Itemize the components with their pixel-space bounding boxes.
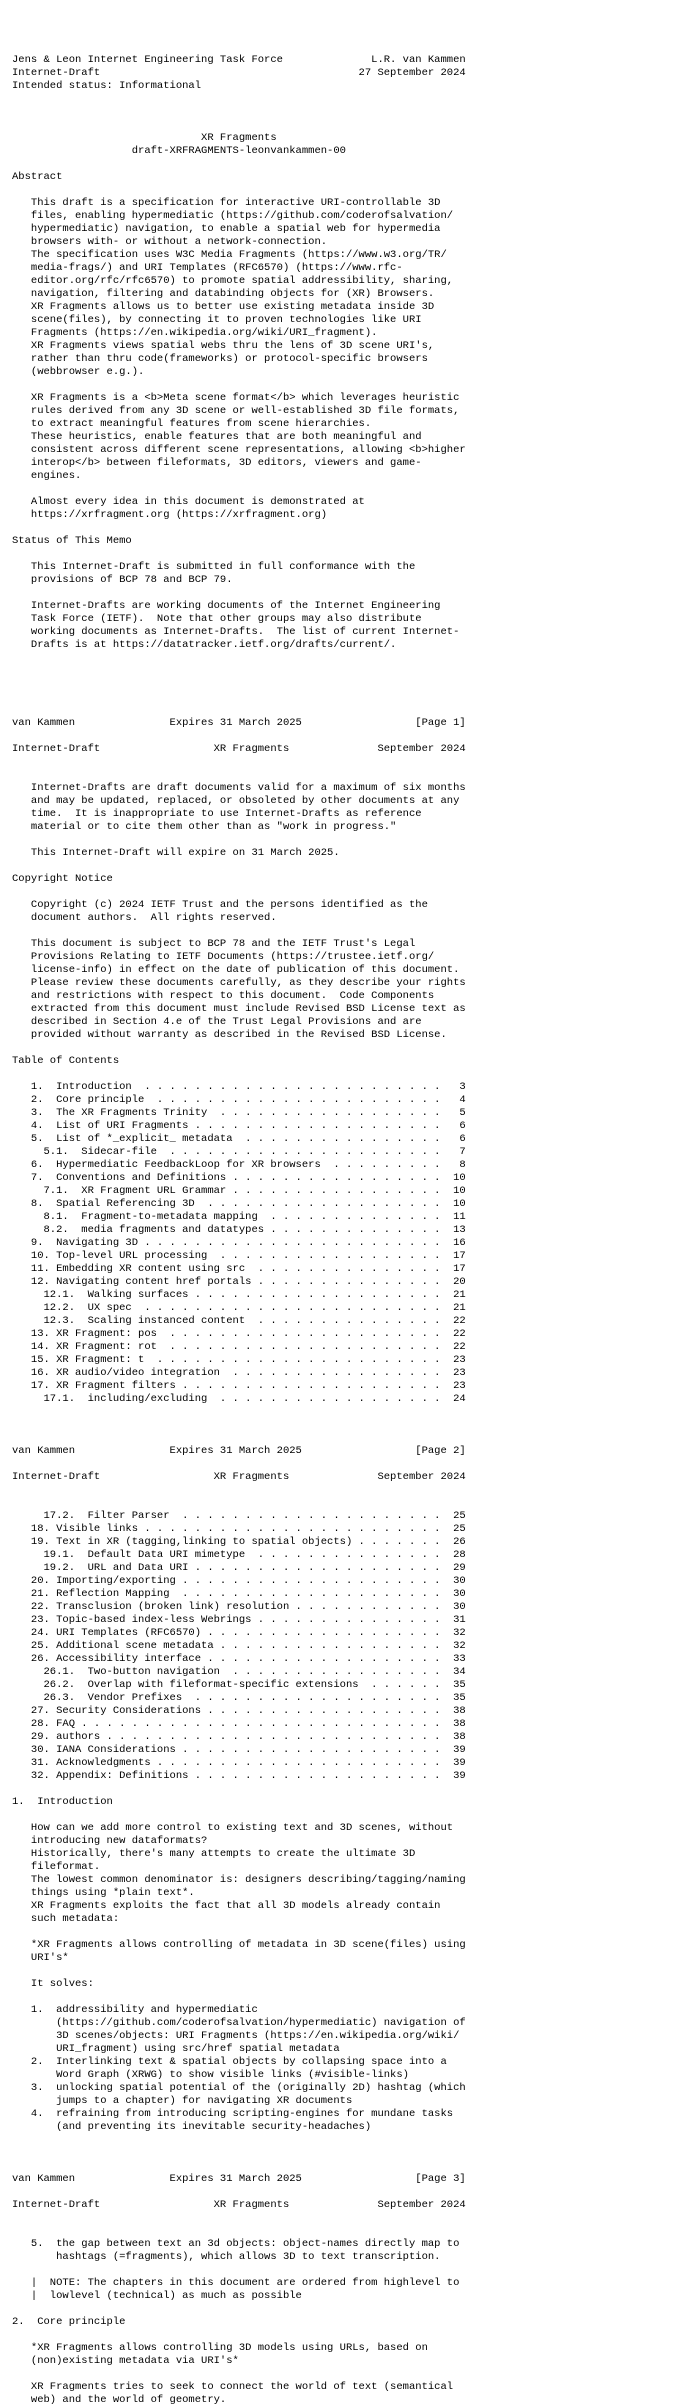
table-of-contents-heading [12,1055,700,1081]
text-line [12,691,700,704]
text-line [12,1068,700,1081]
copyright-notice-body [12,886,700,1055]
text-line [12,665,700,678]
text-line: 3. unlocking spatial potential of the (originally 2D) hashtag (which [12,2082,466,2094]
masthead [12,54,700,132]
text-line: These heuristics, enable features that are both meaningful and [12,431,422,443]
text-line: Task Force (IETF). Note that other groups may also distribute [12,613,422,625]
text-line: navigation, filtering and databinding objects for (XR) Browsers. [12,288,435,300]
text-line: editor.org/rfc/rfc6570) to promote spatial addressibility, sharing, [12,275,454,287]
text-line [12,2147,700,2160]
text-line: web) and the world of geometry. [12,2394,227,2406]
text-line: license-info) in effect on the date of publication of this document. [12,964,460,976]
text-line: rules derived from any 3D scene or well-established 3D file formats, [12,405,460,417]
text-line: 15. XR Fragment: t . . . . . . . . . . . . . . . . . . . . . . . 23 [12,1354,466,1366]
text-line: engines. [12,470,82,482]
text-line: draft-XRFRAGMENTS-leonvankammen-00 [12,145,346,157]
text-line: 12.3. Scaling instanced content . . . . . . . . . . . . . . . 22 [12,1315,466,1327]
text-line: It solves: [12,1978,94,1990]
page-2 [12,730,700,1458]
text-line: introducing new dataformats? [12,1835,208,1847]
text-line: (non)existing metadata via URI's* [12,2355,239,2367]
text-line [12,587,700,600]
text-line: 16. XR audio/video integration . . . . . . . . . . . . . . . . . 23 [12,1367,466,1379]
text-line: XR Fragments tries to seek to connect the world of text (semantical [12,2381,454,2393]
text-line: 1. addressibility and hypermediatic [12,2004,258,2016]
status-of-memo-heading: Status of This Memo [12,535,132,547]
text-line: The specification uses W3C Media Fragments (https://www.w3.org/TR/ [12,249,447,261]
text-line: 14. XR Fragment: rot . . . . . . . . . . . . . . . . . . . . . . 22 [12,1341,466,1353]
text-line: Internet-Draft XR Fragments September 2024 [12,1471,466,1483]
text-line: 26.2. Overlap with fileformat-specific extensions . . . . . . 35 [12,1679,466,1691]
text-line [12,769,700,782]
text-line: Internet-Drafts are draft documents valid for a maximum of six months [12,782,466,794]
text-line: 28. FAQ . . . . . . . . . . . . . . . . . . . . . . . . . . . . . 38 [12,1718,466,1730]
text-line: 32. Appendix: Definitions . . . . . . . . . . . . . . . . . . . . 39 [12,1770,466,1782]
text-line: material or to cite them other than as "work in progress." [12,821,397,833]
text-line: hypermediatic) navigation, to enable a spatial web for hypermedia [12,223,441,235]
text-line: 26. Accessibility interface . . . . . . . . . . . . . . . . . . . 33 [12,1653,466,1665]
text-line: 19. Text in XR (tagging,linking to spatial objects) . . . . . . . 26 [12,1536,466,1548]
text-line: | lowlevel (technical) as much as possible [12,2290,302,2302]
table-of-contents-entries-part-2 [12,1510,700,1783]
text-line: 20. Importing/exporting . . . . . . . . . . . . . . . . . . . . . 30 [12,1575,466,1587]
text-line [12,2134,700,2147]
text-line: 1. Introduction . . . . . . . . . . . . . . . . . . . . . . . . 3 [12,1081,466,1093]
document-title-block [12,132,700,171]
text-line: XR Fragments exploits the fact that all 3D models already contain [12,1900,441,1912]
text-line [12,2225,700,2238]
text-line: (and preventing its inevitable security-headaches) [12,2121,372,2133]
text-line: provisions of BCP 78 and BCP 79. [12,574,233,586]
text-line: 24. URI Templates (RFC6570) . . . . . . . . . . . . . . . . . . . 32 [12,1627,466,1639]
text-line: Please review these documents carefully, as they describe your rights [12,977,466,989]
text-line: 23. Topic-based index-less Webrings . . . . . . . . . . . . . . . 31 [12,1614,466,1626]
text-line: URI's* [12,1952,69,1964]
text-line: described in Section 4.e of the Trust Legal Provisions and are [12,1016,422,1028]
text-line [12,2303,700,2316]
text-line: 12. Navigating content href portals . . . . . . . . . . . . . . . 20 [12,1276,466,1288]
page-2-running-header [12,730,700,782]
text-line [12,652,700,665]
text-line [12,756,700,769]
text-line [12,1926,700,1939]
text-line: https://xrfragment.org (https://xrfragment.org) [12,509,328,521]
text-line: Intended status: Informational [12,80,202,92]
text-line [12,704,700,717]
text-line [12,1432,700,1445]
page-4 [12,2186,700,2407]
text-line: URI_fragment) using src/href spatial metadata [12,2043,340,2055]
text-line [12,1458,700,1471]
text-line [12,2264,700,2277]
text-line: van Kammen Expires 31 March 2025 [Page 3] [12,2173,466,2185]
text-line [12,2160,700,2173]
text-line: scene(files), by connecting it to proven technologies like URI [12,314,422,326]
text-line: 19.2. URL and Data URI . . . . . . . . . . . . . . . . . . . . 29 [12,1562,466,1574]
text-line: provided without warranty as described in the Revised BSD License. [12,1029,447,1041]
copyright-notice-heading: Copyright Notice [12,873,113,885]
text-line [12,119,700,132]
text-line: (https://github.com/coderofsalvation/hypermediatic) navigation of [12,2017,466,2029]
text-line: 8. Spatial Referencing 3D . . . . . . . . . . . . . . . . . . . 10 [12,1198,466,1210]
text-line: 25. Additional scene metadata . . . . . . . . . . . . . . . . . . 32 [12,1640,466,1652]
table-of-contents-entries-part-1 [12,1081,700,1406]
text-line: to extract meaningful features from scene hierarchies. [12,418,372,430]
text-line: 12.2. UX spec . . . . . . . . . . . . . . . . . . . . . . . . 21 [12,1302,466,1314]
text-line [12,678,700,691]
text-line [12,379,700,392]
text-line: 21. Reflection Mapping . . . . . . . . . . . . . . . . . . . . . 30 [12,1588,466,1600]
text-line: Table of Contents [12,1055,120,1067]
text-line: 17.2. Filter Parser . . . . . . . . . . . . . . . . . . . . . 25 [12,1510,466,1522]
text-line: 7.1. XR Fragment URL Grammar . . . . . . . . . . . . . . . . . 10 [12,1185,466,1197]
text-line: Drafts is at https://datatracker.ietf.org/drafts/current/. [12,639,397,651]
text-line: 3. The XR Fragments Trinity . . . . . . . . . . . . . . . . . . 5 [12,1107,466,1119]
text-line: 3D scenes/objects: URI Fragments (https://en.wikipedia.org/wiki/ [12,2030,460,2042]
text-line [12,925,700,938]
text-line: 30. IANA Considerations . . . . . . . . . . . . . . . . . . . . . 39 [12,1744,466,1756]
text-line: consistent across different scene representations, allowing <b>higher [12,444,466,456]
text-line [12,1406,700,1419]
text-line: Provisions Relating to IETF Documents (https://trustee.ietf.org/ [12,951,435,963]
text-line: 2. Interlinking text & spatial objects by collapsing space into a [12,2056,447,2068]
text-line: *XR Fragments allows controlling of metadata in 3D scene(files) using [12,1939,466,1951]
text-line [12,2368,700,2381]
text-line: 5. the gap between text an 3d objects: object-names directly map to [12,2238,460,2250]
text-line: document authors. All rights reserved. [12,912,277,924]
text-line [12,1042,700,1055]
abstract-heading: Abstract [12,171,63,183]
text-line [12,2212,700,2225]
text-line: files, enabling hypermediatic (https://github.com/coderofsalvation/ [12,210,454,222]
text-line: van Kammen Expires 31 March 2025 [Page 2] [12,1445,466,1457]
text-line [12,1809,700,1822]
text-line: things using *plain text*. [12,1887,195,1899]
text-line: 17. XR Fragment filters . . . . . . . . . . . . . . . . . . . . . 23 [12,1380,466,1392]
page-4-body [12,2238,700,2407]
text-line: rather than thru code(frameworks) or protocol-specific browsers [12,353,428,365]
text-line: XR Fragments is a <b>Meta scene format</b> which leverages heuristic [12,392,460,404]
text-line: 2. Core principle [12,2316,126,2328]
text-line: media-frags/) and URI Templates (RFC6570) (https://www.rfc- [12,262,403,274]
text-line: extracted from this document must include Revised BSD License text as [12,1003,466,1015]
text-line: Internet-Draft 27 September 2024 [12,67,466,79]
text-line: Almost every idea in this document is demonstrated at [12,496,365,508]
text-line: 2. Core principle . . . . . . . . . . . . . . . . . . . . . . . 4 [12,1094,466,1106]
text-line [12,834,700,847]
text-line: 8.1. Fragment-to-metadata mapping . . . . . . . . . . . . . . 11 [12,1211,466,1223]
text-line: XR Fragments allows us to better use existing metadata inside 3D [12,301,435,313]
status-of-memo-body [12,548,700,717]
text-line: Word Graph (XRWG) to show visible links (#visible-links) [12,2069,409,2081]
text-line: This draft is a specification for interactive URI-controllable 3D [12,197,441,209]
text-line: Copyright (c) 2024 IETF Trust and the persons identified as the [12,899,428,911]
text-line: hashtags (=fragments), which allows 3D to text transcription. [12,2251,441,2263]
text-line [12,93,700,106]
text-line: 27. Security Considerations . . . . . . . . . . . . . . . . . . . 38 [12,1705,466,1717]
text-line: *XR Fragments allows controlling 3D models using URLs, based on [12,2342,428,2354]
page-4-running-header [12,2186,700,2238]
text-line: 11. Embedding XR content using src . . . . . . . . . . . . . . . 17 [12,1263,466,1275]
text-line: 17.1. including/excluding . . . . . . . . . . . . . . . . . . 24 [12,1393,466,1405]
text-line: 29. authors . . . . . . . . . . . . . . . . . . . . . . . . . . . 38 [12,1731,466,1743]
page-3-footer [12,2134,700,2186]
text-line: 31. Acknowledgments . . . . . . . . . . . . . . . . . . . . . . . 39 [12,1757,466,1769]
introduction-numbered-list [12,2004,700,2134]
text-line: working documents as Internet-Drafts. The list of current Internet- [12,626,460,638]
text-line: (webbrowser e.g.). [12,366,145,378]
text-line: time. It is inappropriate to use Internet-Drafts as reference [12,808,422,820]
text-line: XR Fragments views spatial webs thru the lens of 3D scene URI's, [12,340,435,352]
text-line: 6. Hypermediatic FeedbackLoop for XR browsers . . . . . . . . . 8 [12,1159,466,1171]
text-line [12,1419,700,1432]
text-line [12,1497,700,1510]
text-line [12,548,700,561]
text-line: 4. List of URI Fragments . . . . . . . . . . . . . . . . . . . . 6 [12,1120,466,1132]
text-line: 19.1. Default Data URI mimetype . . . . . . . . . . . . . . . 28 [12,1549,466,1561]
text-line: 7. Conventions and Definitions . . . . . . . . . . . . . . . . . 10 [12,1172,466,1184]
abstract-body [12,184,700,535]
introduction-body [12,1822,700,2004]
text-line: 26.1. Two-button navigation . . . . . . . . . . . . . . . . . 34 [12,1666,466,1678]
text-line [12,184,700,197]
page-3 [12,1458,700,2186]
introduction-section-heading [12,1783,700,1822]
text-line: Fragments (https://en.wikipedia.org/wiki/URI_fragment). [12,327,378,339]
text-line: This document is subject to BCP 78 and the IETF Trust's Legal [12,938,416,950]
text-line: and may be updated, replaced, or obsoleted by other documents at any [12,795,460,807]
text-line: 8.2. media fragments and datatypes . . . . . . . . . . . . . . 13 [12,1224,466,1236]
text-line: | NOTE: The chapters in this document are ordered from highlevel to [12,2277,460,2289]
text-line [12,483,700,496]
text-line: 5.1. Sidecar-file . . . . . . . . . . . . . . . . . . . . . . 7 [12,1146,466,1158]
text-line: 10. Top-level URL processing . . . . . . . . . . . . . . . . . . 17 [12,1250,466,1262]
text-line: 9. Navigating 3D . . . . . . . . . . . . . . . . . . . . . . . . 16 [12,1237,466,1249]
page-1-footer: van Kammen Expires 31 March 2025 [Page 1] [12,717,466,729]
text-line [12,1991,700,2004]
text-line [12,522,700,535]
text-line: The lowest common denominator is: designers describing/tagging/naming [12,1874,466,1886]
text-line [12,2186,700,2199]
text-line [12,1783,700,1796]
text-line: Jens & Leon Internet Engineering Task Force L.R. van Kammen [12,54,466,66]
text-line: 1. Introduction [12,1796,113,1808]
text-line [12,1965,700,1978]
text-line: How can we add more control to existing text and 3D scenes, without [12,1822,454,1834]
text-line: This Internet-Draft will expire on 31 March 2025. [12,847,340,859]
text-line: interop</b> between fileformats, 3D editors, viewers and game- [12,457,422,469]
text-line: 18. Visible links . . . . . . . . . . . . . . . . . . . . . . . . 25 [12,1523,466,1535]
text-line [12,730,700,743]
draft-validity-paragraphs [12,782,700,873]
page-3-running-header [12,1458,700,1510]
text-line [12,1484,700,1497]
text-line: fileformat. [12,1861,101,1873]
text-line: such metadata: [12,1913,120,1925]
text-line [12,860,700,873]
text-line: 5. List of *_explicit_ metadata . . . . . . . . . . . . . . . . 6 [12,1133,466,1145]
text-line: 4. refraining from introducing scripting-engines for mundane tasks [12,2108,454,2120]
text-line [12,2329,700,2342]
text-line: and restrictions with respect to this document. Code Components [12,990,435,1002]
text-line: Internet-Draft XR Fragments September 2024 [12,743,466,755]
text-line: 13. XR Fragment: pos . . . . . . . . . . . . . . . . . . . . . . 22 [12,1328,466,1340]
text-line: jumps to a chapter) for navigating XR documents [12,2095,353,2107]
text-line: This Internet-Draft is submitted in full conformance with the [12,561,416,573]
text-line: 22. Transclusion (broken link) resolution . . . . . . . . . . . . 30 [12,1601,466,1613]
text-line: 26.3. Vendor Prefixes . . . . . . . . . . . . . . . . . . . . 35 [12,1692,466,1704]
text-line [12,106,700,119]
text-line: Historically, there's many attempts to create the ultimate 3D [12,1848,416,1860]
text-line: browsers with- or without a network-connection. [12,236,328,248]
text-line: 12.1. Walking surfaces . . . . . . . . . . . . . . . . . . . . 21 [12,1289,466,1301]
page-2-footer [12,1406,700,1458]
text-line [12,158,700,171]
text-line: Internet-Draft XR Fragments September 2024 [12,2199,466,2211]
text-line [12,886,700,899]
page-1 [12,54,700,730]
text-line: Internet-Drafts are working documents of the Internet Engineering [12,600,441,612]
text-line: XR Fragments [12,132,277,144]
